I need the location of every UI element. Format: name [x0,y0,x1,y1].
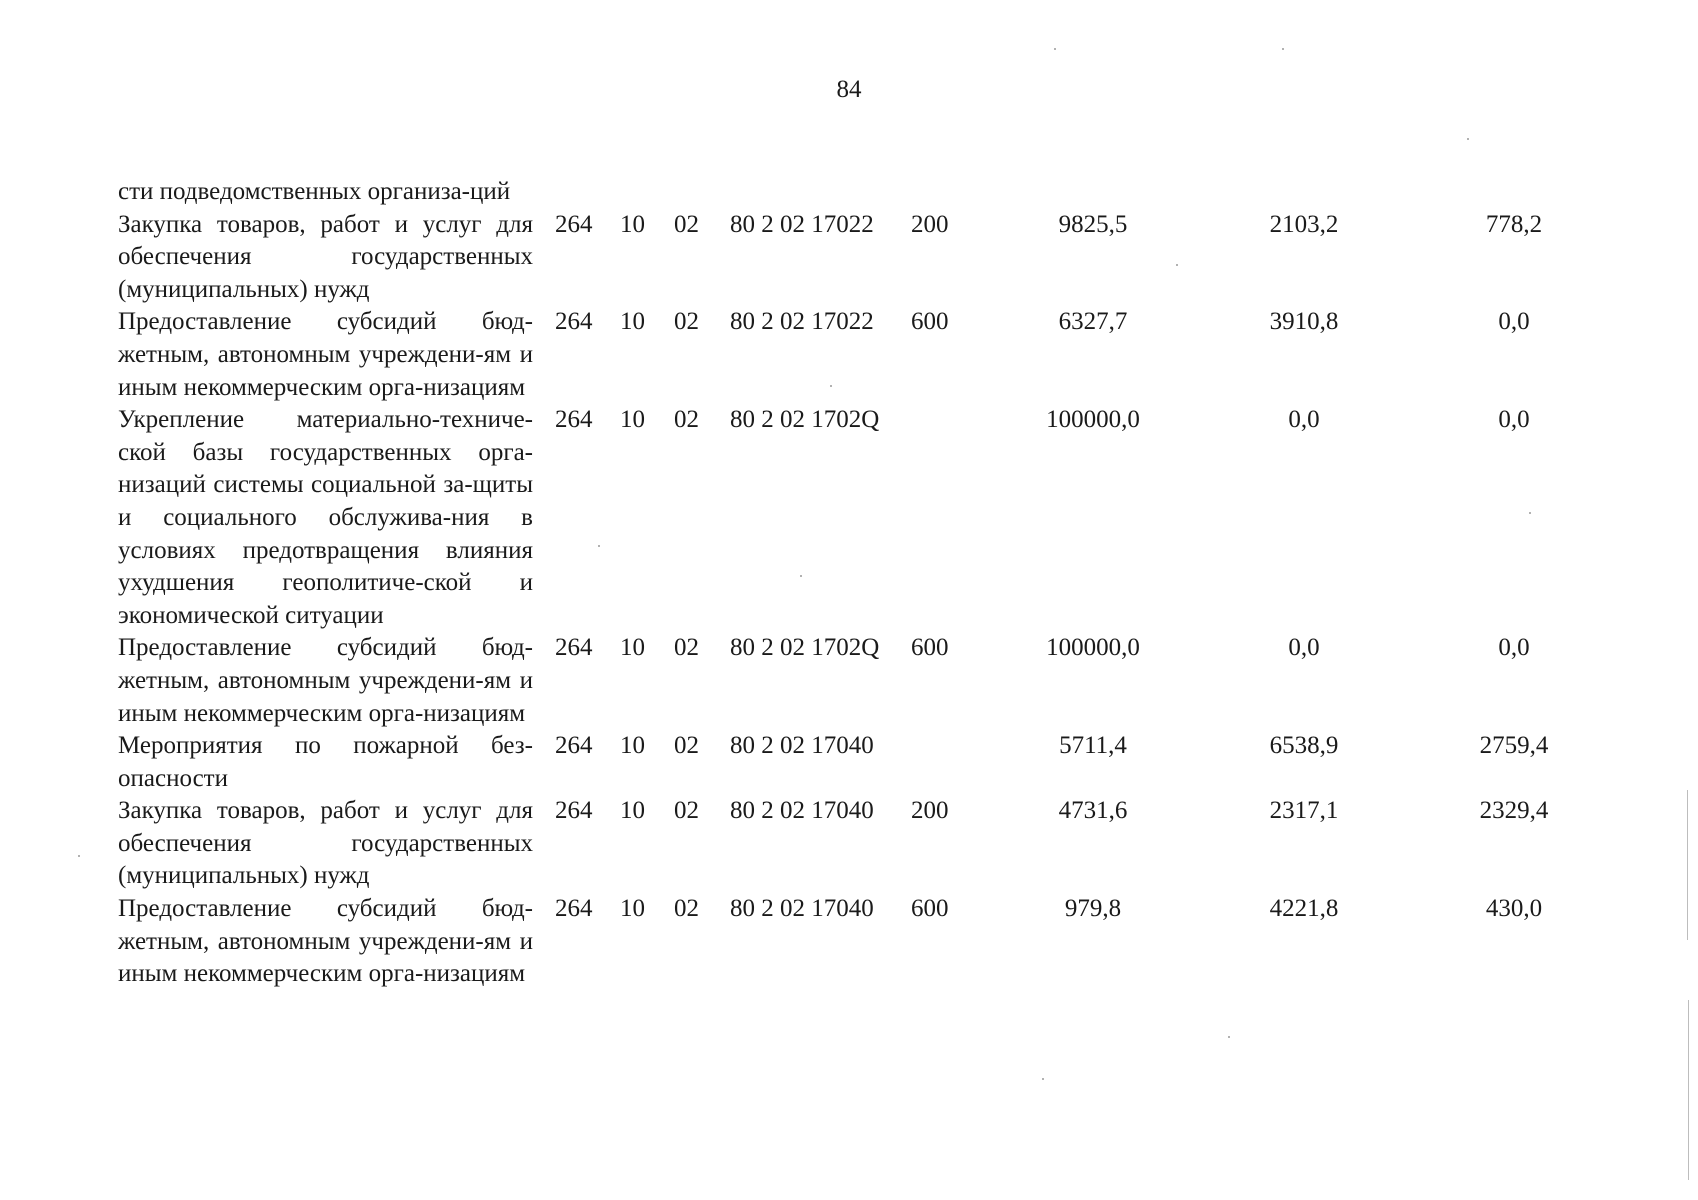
expense-type-code: 600 [911,895,949,923]
amount-year-2: 0,0 [1288,634,1320,662]
table-row [118,632,1598,730]
row-name: Предоставление субсидий бюд-жетным, автономным учреждени-ям и иным некоммерческим орга-низациям [118,634,533,727]
page-number: 84 [836,76,862,103]
amount-year-3: 778,2 [1485,210,1543,238]
section-code: 10 [620,895,645,923]
section-code: 10 [620,797,645,825]
section-code: 10 [620,406,645,434]
section-code: 10 [620,634,645,662]
scan-speck [1467,138,1469,140]
row-name: сти подведомственных организа-ций [118,178,511,205]
target-item-code: 80 2 02 17040 [730,895,874,923]
amount-year-1: 4731,6 [1058,797,1128,825]
ministry-code: 264 [555,634,593,662]
target-item-code: 80 2 02 17040 [730,797,874,825]
amount-year-3: 0,0 [1498,308,1530,336]
amount-year-3: 2329,4 [1479,797,1549,825]
amount-year-3: 2759,4 [1479,732,1549,760]
amount-year-2: 4221,8 [1269,895,1339,923]
ministry-code: 264 [555,210,593,238]
amount-year-1: 100000,0 [1046,406,1140,434]
ministry-code: 264 [555,406,593,434]
expense-type-code: 600 [911,634,949,662]
amount-year-1: 979,8 [1064,895,1122,923]
scan-speck [1042,1078,1044,1080]
scan-speck [1228,1036,1230,1038]
scan-edge-line [1687,790,1688,940]
target-item-code: 80 2 02 17022 [730,210,874,238]
subsection-code: 02 [674,797,699,825]
table-row [118,730,1598,795]
table-row [118,404,1598,632]
section-code: 10 [620,210,645,238]
row-name: Предоставление субсидий бюд-жетным, автономным учреждени-ям и иным некоммерческим орга-низациям [118,308,533,401]
amount-year-1: 9825,5 [1058,210,1128,238]
scan-speck [1282,48,1284,50]
ministry-code: 264 [555,308,593,336]
scan-speck [830,385,832,387]
row-name: Закупка товаров, работ и услуг для обеспечения государственных (муниципальных) нужд [118,797,533,890]
ministry-code: 264 [555,797,593,825]
amount-year-2: 0,0 [1288,406,1320,434]
table-row [118,795,1598,893]
table-row [118,209,1598,307]
subsection-code: 02 [674,210,699,238]
scan-speck [1054,48,1056,50]
target-item-code: 80 2 02 1702Q [730,406,880,434]
expense-type-code: 600 [911,308,949,336]
row-name: Укрепление материально-техниче-ской базы государственных орга-низаций системы социальной за-щиты и социального обслужива-ния в условиях предотвращения влияния ухудшения геополитиче-ской и экономической ситуации [118,406,533,629]
amount-year-1: 5711,4 [1059,732,1127,760]
amount-year-1: 6327,7 [1058,308,1128,336]
scan-edge-line [1688,1000,1689,1180]
subsection-code: 02 [674,308,699,336]
amount-year-2: 3910,8 [1269,308,1339,336]
amount-year-2: 2317,1 [1269,797,1339,825]
subsection-code: 02 [674,406,699,434]
subsection-code: 02 [674,634,699,662]
subsection-code: 02 [674,895,699,923]
section-code: 10 [620,308,645,336]
row-name: Мероприятия по пожарной без-опасности [118,732,533,792]
scan-speck [78,855,80,857]
table-row [118,893,1598,991]
amount-year-2: 6538,9 [1269,732,1339,760]
row-name: Закупка товаров, работ и услуг для обеспечения государственных (муниципальных) нужд [118,210,533,303]
amount-year-3: 430,0 [1485,895,1543,923]
table-row [118,306,1598,404]
scan-speck [598,545,600,547]
scan-speck [800,575,802,577]
budget-table [118,176,1598,991]
target-item-code: 80 2 02 17022 [730,308,874,336]
target-item-code: 80 2 02 1702Q [730,634,880,662]
amount-year-1: 100000,0 [1046,634,1140,662]
target-item-code: 80 2 02 17040 [730,732,874,760]
scan-speck [1529,512,1531,514]
ministry-code: 264 [555,732,593,760]
scan-speck [1176,264,1178,266]
amount-year-3: 0,0 [1498,634,1530,662]
table-row [118,176,1598,209]
section-code: 10 [620,732,645,760]
amount-year-2: 2103,2 [1269,210,1339,238]
subsection-code: 02 [674,732,699,760]
ministry-code: 264 [555,895,593,923]
expense-type-code: 200 [911,797,949,825]
amount-year-3: 0,0 [1498,406,1530,434]
expense-type-code: 200 [911,210,949,238]
row-name: Предоставление субсидий бюд-жетным, автономным учреждени-ям и иным некоммерческим орга-низациям [118,895,533,988]
